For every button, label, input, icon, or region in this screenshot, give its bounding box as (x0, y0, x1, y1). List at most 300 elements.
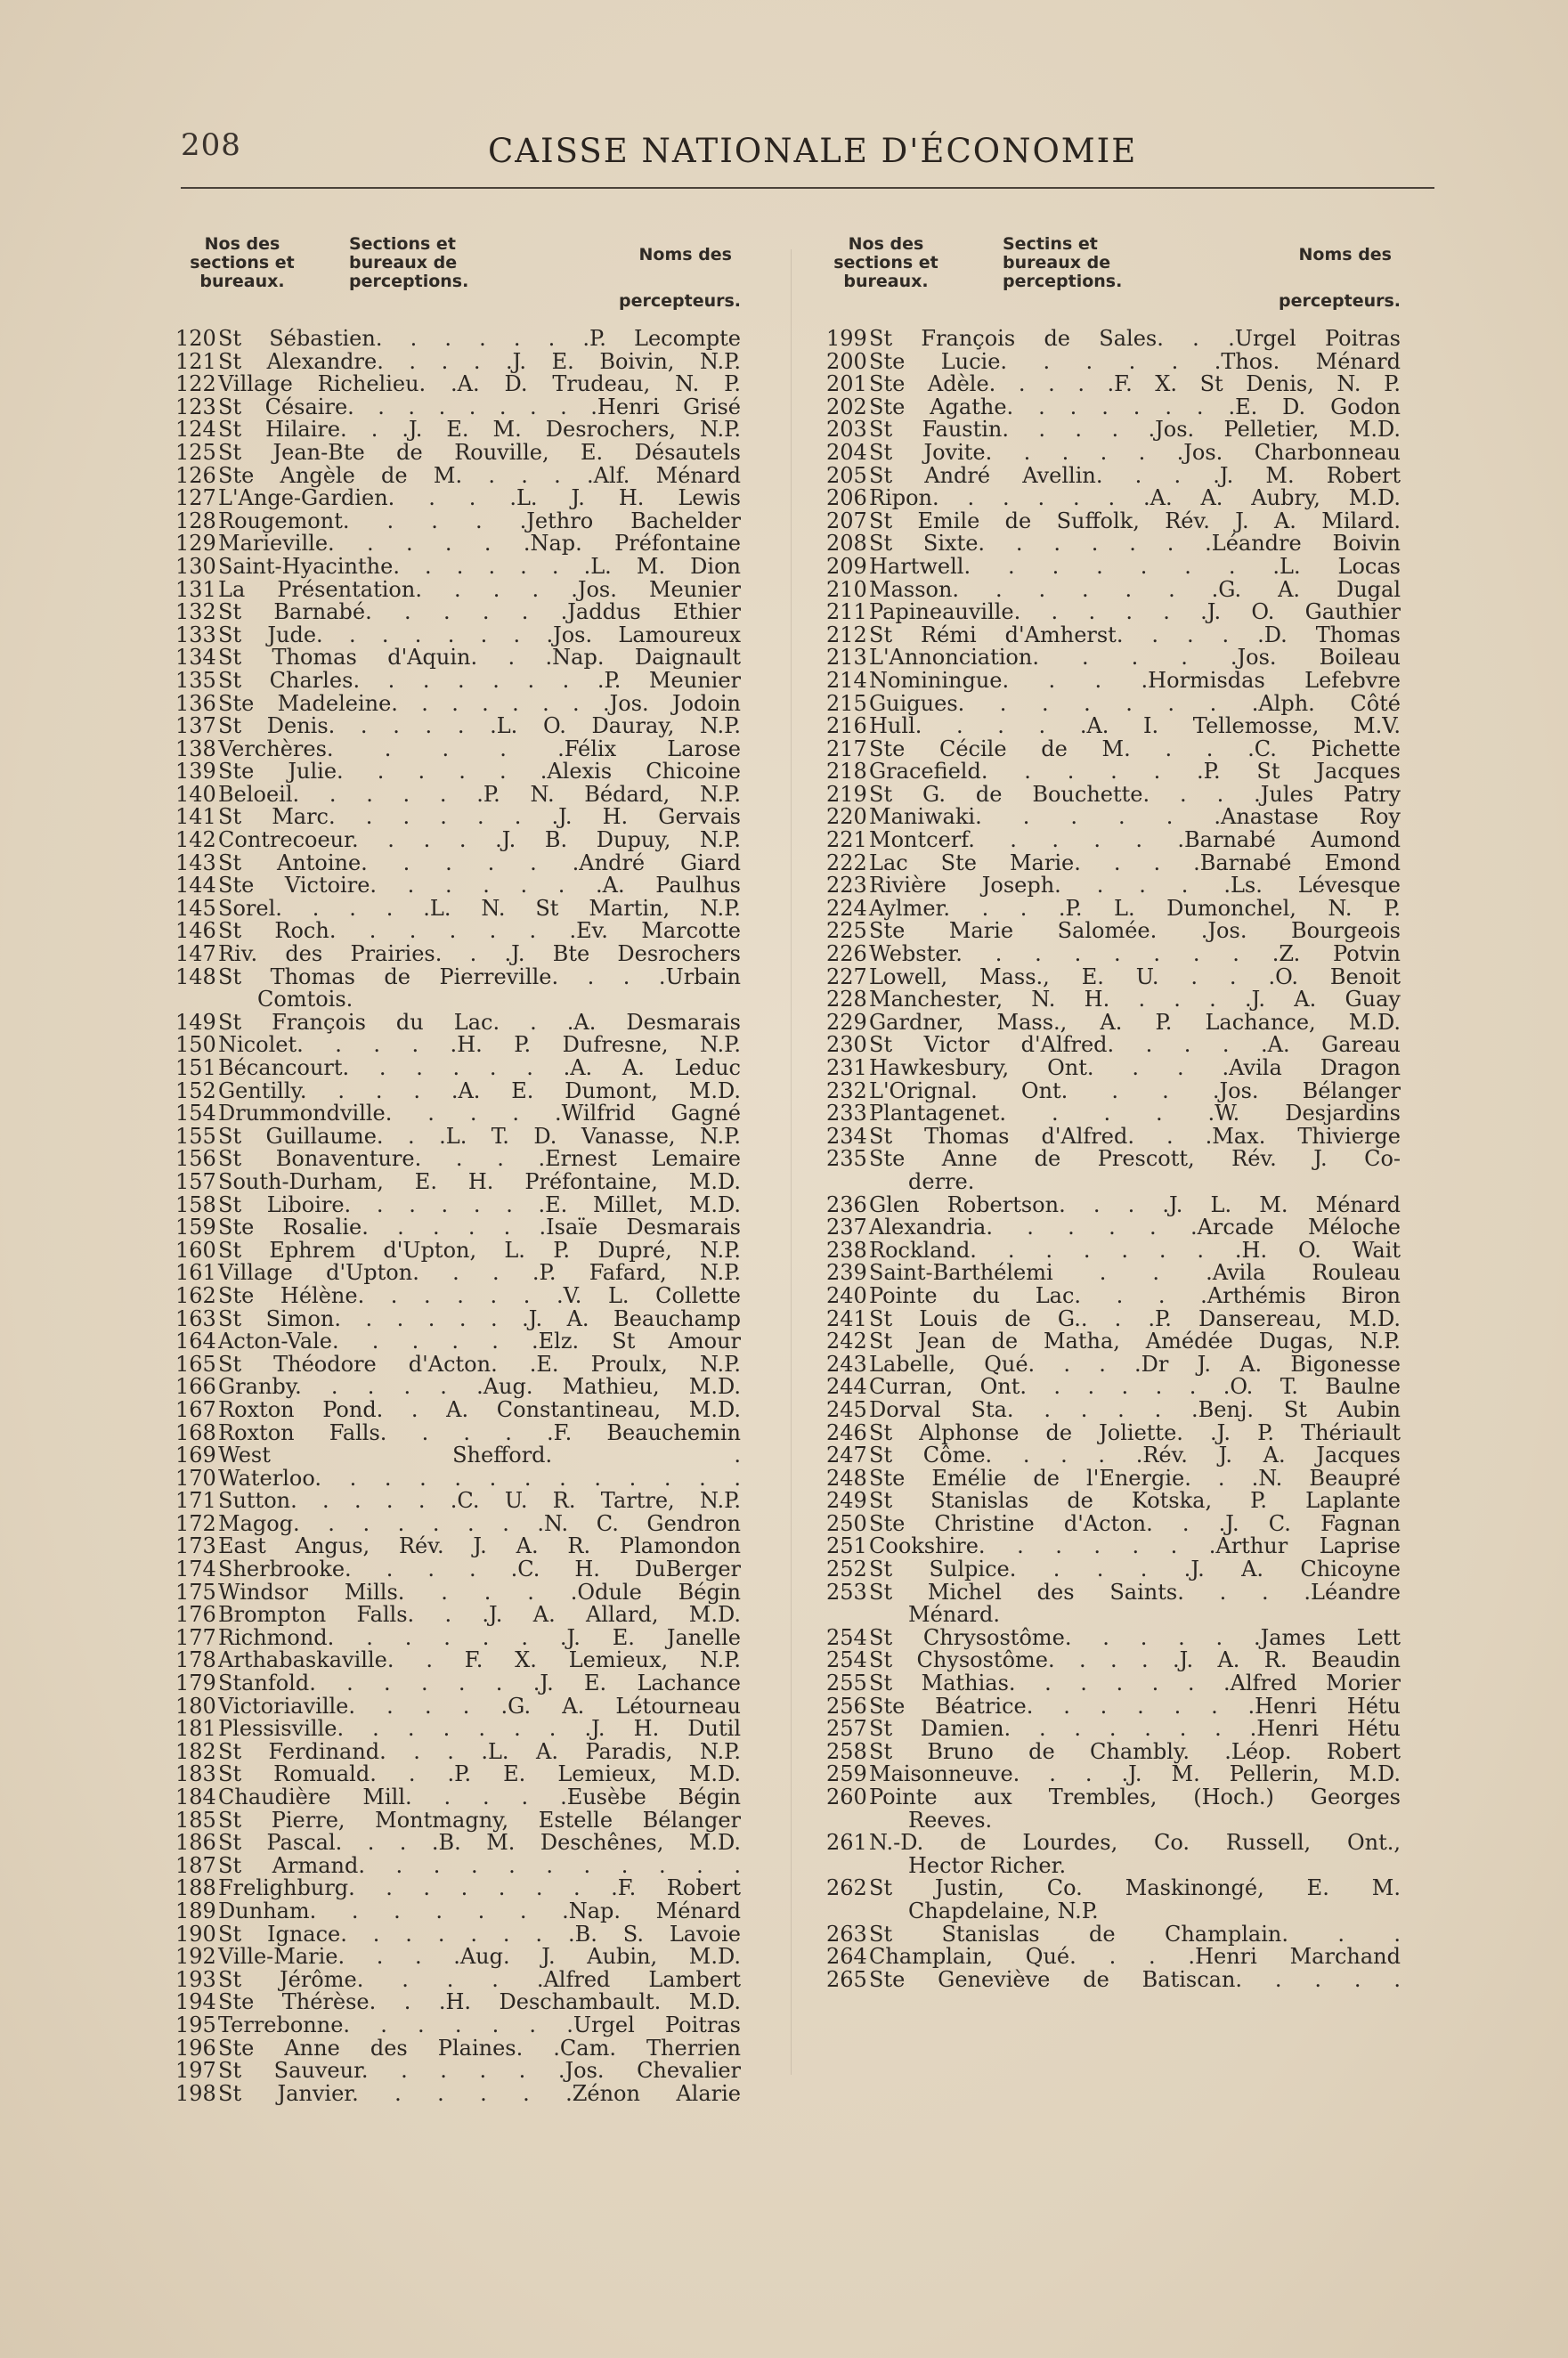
section-number: 224 (826, 895, 867, 921)
list-item (826, 646, 1401, 670)
list-item (826, 624, 1401, 647)
section-entry-text: Hull. . . . .A. I. Tellemosse, M.V. (869, 713, 1401, 739)
section-entry-text: Arthabaskaville. . F. X. Lemieux, N.P. (218, 1647, 741, 1673)
list-item (175, 1102, 741, 1126)
section-entry-text: St André Avellin. . . .J. M. Robert (869, 462, 1401, 488)
list-item (826, 1216, 1401, 1240)
section-entry-text: St Bonaventure. . . .Ernest Lemaire (218, 1146, 741, 1172)
list-item (826, 806, 1401, 829)
section-entry-text: St Sixte. . . . . . .Léandre Boivin (869, 531, 1401, 557)
section-entry-text: St Chysostôme. . . . .J. A. R. Beaudin (869, 1647, 1401, 1673)
list-item (826, 487, 1401, 510)
section-number: 225 (826, 918, 867, 944)
list-item (175, 2014, 741, 2037)
section-entry-text: Ripon. . . . . . .A. A. Aubry, M.D. (869, 485, 1401, 511)
section-entry-text: Village d'Upton. . . .P. Fafard, N.P. (218, 1260, 741, 1286)
section-number: 219 (826, 781, 867, 807)
section-entry-text: Pointe du Lac. . . .Arthémis Biron (869, 1282, 1401, 1308)
section-entry-text: Curran, Ont. . . . . . .O. T. Baulne (869, 1374, 1401, 1400)
section-number: 182 (175, 1738, 216, 1764)
section-number: 203 (826, 417, 867, 443)
list-item (826, 1490, 1401, 1513)
section-entry-text: Chaudière Mill. . . . .Eusèbe Bégin (218, 1785, 741, 1809)
section-number: 260 (826, 1785, 867, 1809)
list-item (826, 1624, 1401, 1650)
list-item (175, 1718, 741, 1741)
section-number: 248 (826, 1465, 867, 1491)
list-item (826, 439, 1401, 465)
section-entry-text: St Stanislas de Champlain. . . (869, 1921, 1401, 1947)
section-number: 172 (175, 1510, 216, 1536)
section-entry-text: Ste Angèle de M. . . . .Alf. Ménard (218, 462, 741, 488)
list-item (826, 738, 1401, 761)
section-number (826, 1171, 869, 1194)
section-number: 259 (826, 1761, 867, 1787)
section-number: 229 (826, 1009, 867, 1035)
list-item (826, 1510, 1401, 1536)
section-entry-text: Hartwell. . . . . . . .L. Locas (869, 553, 1401, 579)
section-number: 243 (826, 1351, 867, 1377)
section-entry-text: Pointe aux Trembles, (Hoch.) Georges (869, 1785, 1401, 1809)
section-number: 173 (175, 1533, 216, 1559)
section-entry-text: Sorel. . . . .L. N. St Martin, N.P. (218, 895, 741, 921)
section-entry-text: St Jovite. . . . . .Jos. Charbonneau (869, 439, 1401, 465)
section-entry-text: Brompton Falls. . .J. A. Allard, M.D. (218, 1602, 741, 1628)
list-item (175, 510, 741, 533)
right-column (826, 230, 1401, 1992)
list-item (826, 462, 1401, 488)
section-number: 183 (175, 1761, 216, 1787)
list-item (826, 1809, 1401, 1833)
section-number: 265 (826, 1966, 867, 1992)
section-number: 167 (175, 1396, 216, 1422)
section-entry-text: St Alphonse de Joliette. .J. P. Thériault (869, 1419, 1401, 1445)
section-entry-text: Masson. . . . . . .G. A. Dugal (869, 576, 1401, 602)
section-entry-text: Roxton Pond. . A. Constantineau, M.D. (218, 1396, 741, 1422)
section-entry-text: Champlain, Qué. . . .Henri Marchand (869, 1944, 1401, 1970)
list-item (826, 1465, 1401, 1491)
list-item (826, 576, 1401, 602)
section-entry-text: St Jean-Bte de Rouville, E. Désautels (218, 439, 741, 465)
header-rule (181, 187, 1434, 189)
section-number: 209 (826, 553, 867, 579)
list-item (175, 1852, 741, 1878)
section-number: 231 (826, 1055, 867, 1080)
section-number: 175 (175, 1579, 216, 1605)
section-entry-text: Ste Thérèse. . .H. Deschambault. M.D. (218, 1989, 741, 2015)
list-item (826, 510, 1401, 533)
section-entry-text: St François du Lac. . .A. Desmarais (218, 1009, 741, 1035)
section-number: 237 (826, 1215, 867, 1240)
section-number: 210 (826, 576, 867, 602)
list-item (175, 348, 741, 374)
section-entry-text: South-Durham, E. H. Préfontaine, M.D. (218, 1168, 741, 1194)
section-entry-text: St Simon. . . . . . .J. A. Beauchamp (218, 1305, 741, 1331)
section-entry-text: Lac Ste Marie. . . .Barnabé Emond (869, 850, 1401, 875)
section-number: 187 (175, 1852, 216, 1878)
list-item (826, 533, 1401, 556)
right-column-header (826, 230, 1401, 319)
list-item (826, 1148, 1401, 1171)
section-entry-text: Stanfold. . . . . . .J. E. Lachance (218, 1671, 741, 1696)
section-entry-text: Ste Agathe. . . . . . . .E. D. Godon (869, 394, 1401, 419)
section-number: 163 (175, 1305, 216, 1331)
list-item (826, 1009, 1401, 1035)
list-item (826, 667, 1401, 693)
section-number: 258 (826, 1738, 867, 1764)
section-entry-text: St Sébastien. . . . . . .P. Lecompte (218, 326, 741, 351)
section-number: 217 (826, 736, 867, 761)
section-entry-text: Riv. des Prairies. . .J. Bte Desrochers (218, 941, 741, 967)
list-item (175, 1535, 741, 1558)
section-number: 123 (175, 394, 216, 419)
list-item (175, 1376, 741, 1399)
list-item (826, 1376, 1401, 1399)
section-entry-text: Saint-Barthélemi . . .Avila Rouleau (869, 1260, 1401, 1286)
section-number: 228 (826, 987, 867, 1012)
section-entry-text: St Guillaume. . .L. T. D. Vanasse, N.P. (218, 1123, 741, 1149)
section-entry-text: Plessisville. . . . . . . .J. H. Dutil (218, 1716, 741, 1742)
section-number: 227 (826, 964, 867, 989)
section-entry-text: Gardner, Mass., A. P. Lachance, M.D. (869, 1009, 1401, 1035)
list-item (175, 1282, 741, 1308)
section-number: 178 (175, 1647, 216, 1673)
list-item (175, 1351, 741, 1377)
section-entry-text: St Hilaire. . .J. E. M. Desrochers, N.P. (218, 417, 741, 443)
section-entry-text: Guigues. . . . . . . .Alph. Côté (869, 690, 1401, 716)
list-item (175, 1216, 741, 1240)
list-item (175, 1419, 741, 1445)
list-item (175, 553, 741, 579)
section-entry-text: Ste Anne des Plaines. .Cam. Therrien (218, 2035, 741, 2061)
section-number: 222 (826, 850, 867, 875)
section-entry-text: St Pierre, Montmagny, Estelle Bélanger (218, 1807, 741, 1833)
section-entry-text: Frelighburg. . . . . . . .F. Robert (218, 1875, 741, 1901)
section-entry-text: St Chrysostôme. . . . . .James Lett (869, 1624, 1401, 1650)
section-entry-text: Contrecoeur. . . . .J. B. Dupuy, N.P. (218, 827, 741, 853)
section-number: 235 (826, 1146, 867, 1172)
section-number: 247 (826, 1443, 867, 1468)
section-number: 201 (826, 371, 867, 397)
section-entry-text: Granby. . . . . .Aug. Mathieu, M.D. (218, 1374, 741, 1400)
section-entry-text: L'Ange-Gardien. . . .L. J. H. Lewis (218, 485, 741, 511)
section-entry-text: Ste Adèle. . . . .F. X. St Denis, N. P. (869, 371, 1401, 397)
section-number (175, 988, 218, 1012)
section-number: 212 (826, 622, 867, 647)
section-entry-text: Rougemont. . . . .Jethro Bachelder (218, 508, 741, 533)
section-entry-text: Rivière Joseph. . . . .Ls. Lévesque (869, 873, 1401, 898)
section-entry-text: St Côme. . . . .Rév. J. A. Jacques (869, 1443, 1401, 1468)
list-item (175, 1330, 741, 1354)
section-number: 189 (175, 1898, 216, 1923)
list-item (175, 1672, 741, 1695)
section-entry-text: St Marc. . . . . . .J. H. Gervais (218, 804, 741, 830)
section-number (826, 1855, 869, 1878)
section-entry-text: Labelle, Qué. . . .Dr J. A. Bigonesse (869, 1351, 1401, 1377)
section-number: 156 (175, 1146, 216, 1172)
header-section-numbers: Nos des sections et bureaux. (190, 234, 295, 291)
list-item (826, 1649, 1401, 1672)
list-item (826, 1419, 1401, 1445)
section-number (826, 1809, 869, 1833)
list-item (826, 1672, 1401, 1695)
section-number: 180 (175, 1693, 216, 1719)
section-number: 131 (175, 576, 216, 602)
section-number: 162 (175, 1282, 216, 1308)
list-item (826, 1077, 1401, 1103)
section-number: 120 (175, 326, 216, 351)
list-item (826, 1123, 1401, 1149)
list-item (175, 806, 741, 829)
section-number (826, 1604, 869, 1627)
list-item (175, 1237, 741, 1263)
list-item (175, 1581, 741, 1605)
section-number: 186 (175, 1830, 216, 1856)
section-entry-text: St Stanislas de Kotska, P. Laplante (869, 1488, 1401, 1514)
list-item (175, 419, 741, 442)
list-item (175, 2037, 741, 2061)
section-entry-text: St Liboire. . . . . . .E. Millet, M.D. (218, 1191, 741, 1217)
list-item (826, 874, 1401, 898)
section-number: 264 (826, 1944, 867, 1970)
list-item (175, 781, 741, 807)
list-item (175, 487, 741, 510)
section-number: 137 (175, 713, 216, 739)
list-item (175, 829, 741, 852)
section-entry-text: St Pascal. . . .B. M. Deschênes, M.D. (218, 1830, 741, 1856)
section-entry-text: Magog. . . . . . . .N. C. Gendron (218, 1510, 741, 1536)
list-item (175, 895, 741, 921)
section-number: 150 (175, 1032, 216, 1058)
list-item (175, 601, 741, 624)
section-number: 262 (826, 1875, 867, 1901)
list-item (826, 1923, 1401, 1947)
section-entry-text: Drummondville. . . . .Wilfrid Gagné (218, 1101, 741, 1126)
section-number: 226 (826, 941, 867, 967)
list-item (175, 1900, 741, 1923)
section-number: 127 (175, 485, 216, 511)
section-number: 220 (826, 804, 867, 830)
list-item (826, 1396, 1401, 1422)
section-number: 155 (175, 1123, 216, 1149)
section-entry-text: St Louis de G.. . .P. Dansereau, M.D. (869, 1305, 1401, 1331)
section-entry-text: Ste Marie Salomée. .Jos. Bourgeois (869, 918, 1401, 944)
section-number: 197 (175, 2058, 216, 2084)
section-entry-text: St Jude. . . . . . . .Jos. Lamoureux (218, 622, 741, 647)
section-entry-text: Waterloo. . . . . . . . . . . . . (218, 1465, 741, 1491)
list-item (826, 553, 1401, 579)
list-item (826, 1695, 1401, 1719)
section-entry-text: Ste Emélie de l'Energie. . .N. Beaupré (869, 1465, 1401, 1491)
section-entry-text: Plantagenet. . . . .W. Desjardins (869, 1101, 1401, 1126)
list-item (175, 1624, 741, 1650)
section-number: 254 (826, 1647, 867, 1673)
list-item (175, 1604, 741, 1627)
section-number: 154 (175, 1101, 216, 1126)
section-entry-text: Dunham. . . . . . .Nap. Ménard (218, 1898, 741, 1923)
section-entry-text: Saint-Hyacinthe. . . . . . .L. M. Dion (218, 553, 741, 579)
section-entry-text: St Ephrem d'Upton, L. P. Dupré, N.P. (218, 1237, 741, 1263)
section-number: 246 (826, 1419, 867, 1445)
list-item (826, 1786, 1401, 1809)
section-entry-text: St Janvier. . . . . .Zénon Alarie (218, 2080, 741, 2106)
section-number: 170 (175, 1465, 216, 1491)
list-item (826, 1763, 1401, 1786)
section-number: 206 (826, 485, 867, 511)
section-entry-text: Hawkesbury, Ont. . . .Avila Dragon (869, 1055, 1401, 1080)
section-entry-text: Roxton Falls. . . . .F. Beauchemin (218, 1419, 741, 1445)
header-collectors-a: Noms des (638, 245, 732, 264)
section-entry-text: Windsor Mills. . . . .Odule Bégin (218, 1579, 741, 1605)
section-number: 169 (175, 1443, 216, 1468)
list-item (826, 1191, 1401, 1217)
section-number: 263 (826, 1921, 867, 1947)
list-item (175, 1057, 741, 1080)
section-entry-text: East Angus, Rév. J. A. R. Plamondon (218, 1533, 741, 1559)
section-entry-text: St Armand. . . . . . . . . . . (218, 1852, 741, 1878)
header-sections: Sectins et bureaux de perceptions. (1003, 234, 1123, 291)
list-item (175, 988, 741, 1012)
list-item (175, 1305, 741, 1331)
list-item (826, 1168, 1401, 1194)
section-number: 138 (175, 736, 216, 761)
section-entry-text: St Justin, Co. Maskinongé, E. M. (869, 1875, 1401, 1901)
list-item (826, 988, 1401, 1012)
section-entry-text: Ste Julie. . . . . .Alexis Chicoine (218, 759, 741, 785)
list-item (175, 1991, 741, 2014)
section-entry-text: St Jérôme. . . . .Alfred Lambert (218, 1966, 741, 1992)
list-item (175, 1877, 741, 1900)
section-entry-text: Ste Béatrice. . . . . . .Henri Hétu (869, 1693, 1401, 1719)
list-item (826, 1057, 1401, 1080)
section-number: 135 (175, 667, 216, 693)
section-number: 223 (826, 873, 867, 898)
section-entry-text: St Théodore d'Acton. .E. Proulx, N.P. (218, 1351, 741, 1377)
section-entry-text: Beloeil. . . . . .P. N. Bédard, N.P. (218, 781, 741, 807)
list-item (826, 1604, 1401, 1627)
section-number: 238 (826, 1237, 867, 1263)
section-number: 214 (826, 667, 867, 693)
section-entry-text: St Bruno de Chambly. .Léop. Robert (869, 1738, 1401, 1764)
list-item (826, 690, 1401, 716)
list-item (826, 852, 1401, 875)
list-item (826, 895, 1401, 921)
section-number: 218 (826, 759, 867, 785)
list-item (826, 1444, 1401, 1468)
list-item (175, 966, 741, 989)
list-item (826, 920, 1401, 943)
section-entry-text: Ste Lucie. . . . . .Thos. Ménard (869, 348, 1401, 374)
section-entry-text: Chapdelaine, N.P. (908, 1898, 1099, 1923)
section-number: 147 (175, 941, 216, 967)
header-section-numbers: Nos des sections et bureaux. (833, 234, 938, 291)
right-entry-list (826, 328, 1401, 1991)
list-item (175, 1077, 741, 1103)
list-item (826, 1558, 1401, 1581)
section-entry-text: Ste Anne de Prescott, Rév. J. Co- (869, 1146, 1401, 1172)
section-number: 171 (175, 1488, 216, 1514)
section-number: 251 (826, 1533, 867, 1559)
list-item (175, 1946, 741, 1969)
section-entry-text: Victoriaville. . . . .G. A. Létourneau (218, 1693, 741, 1719)
list-item (826, 1900, 1401, 1923)
list-item (175, 1510, 741, 1536)
section-entry-text: Bécancourt. . . . . . .A. A. Leduc (218, 1055, 741, 1080)
section-entry-text: Montcerf. . . . . .Barnabé Aumond (869, 827, 1401, 853)
list-item (175, 852, 741, 875)
list-item (175, 1148, 741, 1171)
section-number: 244 (826, 1374, 867, 1400)
section-number: 198 (175, 2080, 216, 2106)
column-divider (791, 249, 792, 2075)
list-item (826, 1946, 1401, 1969)
list-item (826, 419, 1401, 442)
section-number: 143 (175, 850, 216, 875)
section-number: 254 (826, 1624, 867, 1650)
section-number: 233 (826, 1101, 867, 1126)
list-item (826, 1034, 1401, 1057)
list-item (826, 348, 1401, 374)
section-number: 194 (175, 1989, 216, 2015)
list-item (175, 1923, 741, 1947)
section-entry-text: St Emile de Suffolk, Rév. J. A. Milard. (869, 508, 1401, 533)
list-item (175, 738, 741, 761)
section-entry-text: St Sulpice. . . . .J. A. Chicoyne (869, 1557, 1401, 1582)
section-entry-text: Maniwaki. . . . . .Anastase Roy (869, 804, 1401, 830)
section-entry-text: St Thomas de Pierreville. . . .Urbain (218, 964, 741, 989)
section-number: 128 (175, 508, 216, 533)
section-number: 207 (826, 508, 867, 533)
page-number: 208 (181, 127, 241, 163)
list-item (175, 1649, 741, 1672)
section-number: 257 (826, 1716, 867, 1742)
list-item (175, 667, 741, 693)
header-sections: Sections et bureaux de perceptions. (349, 234, 469, 291)
list-item (175, 462, 741, 488)
section-entry-text: Village Richelieu. .A. D. Trudeau, N. P. (218, 371, 741, 397)
section-entry-text: derre. (908, 1168, 975, 1194)
list-item (826, 373, 1401, 396)
list-item (175, 1763, 741, 1786)
section-number: 242 (826, 1329, 867, 1354)
section-entry-text: St Faustin. . . . .Jos. Pelletier, M.D. (869, 417, 1401, 443)
section-entry-text: St François de Sales. . .Urgel Poitras (869, 326, 1401, 351)
list-item (826, 760, 1401, 784)
section-number: 252 (826, 1557, 867, 1582)
section-number: 192 (175, 1944, 216, 1970)
list-item (826, 1877, 1401, 1900)
section-number: 132 (175, 599, 216, 625)
section-number: 125 (175, 439, 216, 465)
list-item (175, 760, 741, 784)
list-item (175, 439, 741, 465)
list-item (826, 1738, 1401, 1764)
section-number: 249 (826, 1488, 867, 1514)
section-number: 174 (175, 1557, 216, 1582)
list-item (826, 1852, 1401, 1878)
section-number: 196 (175, 2035, 216, 2061)
section-entry-text: Ville-Marie. . . .Aug. J. Aubin, M.D. (218, 1944, 741, 1970)
section-number: 179 (175, 1671, 216, 1696)
section-number: 211 (826, 599, 867, 625)
section-entry-text: St Romuald. . .P. E. Lemieux, M.D. (218, 1761, 741, 1787)
section-entry-text: St Rémi d'Amherst. . . . .D. Thomas (869, 622, 1401, 647)
section-entry-text: Acton-Vale. . . . . .Elz. St Amour (218, 1329, 741, 1354)
list-item (175, 943, 741, 966)
section-entry-text: L'Annonciation. . . . .Jos. Boileau (869, 645, 1401, 671)
list-item (826, 1237, 1401, 1263)
section-number: 208 (826, 531, 867, 557)
